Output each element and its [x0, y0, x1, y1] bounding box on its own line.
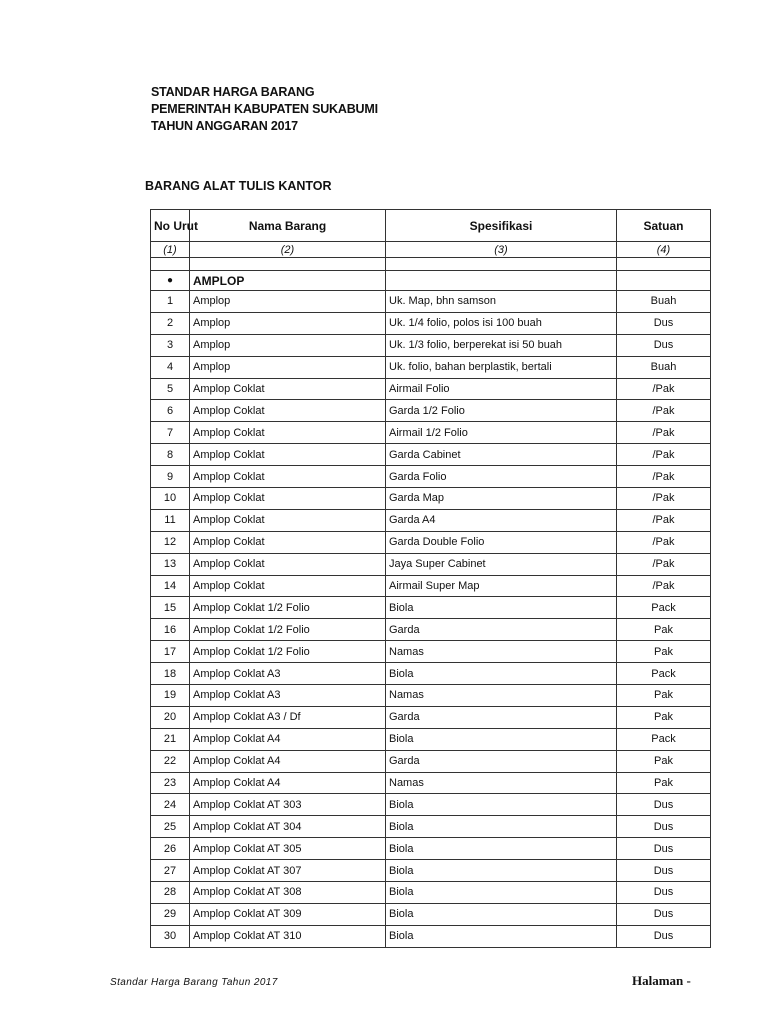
cell-spesifikasi: Biola	[386, 728, 617, 750]
cell-no: 27	[151, 860, 190, 882]
table-row	[151, 728, 711, 750]
cell-nama: Amplop Coklat A3	[190, 685, 386, 707]
cell-no: 29	[151, 903, 190, 925]
cell-satuan: Buah	[617, 291, 711, 313]
cell-spesifikasi: Jaya Super Cabinet	[386, 553, 617, 575]
cell-satuan: /Pak	[617, 444, 711, 466]
cell-no: 7	[151, 422, 190, 444]
header-fiscal-year: TAHUN ANGGARAN 2017	[151, 119, 298, 133]
cell-nama: Amplop	[190, 312, 386, 334]
cell-nama: Amplop	[190, 291, 386, 313]
cell-no: 2	[151, 312, 190, 334]
table-row	[151, 619, 711, 641]
cell-satuan: /Pak	[617, 509, 711, 531]
cell-spesifikasi: Biola	[386, 903, 617, 925]
cell-satuan: Pak	[617, 750, 711, 772]
cell-nama: Amplop Coklat AT 307	[190, 860, 386, 882]
cell-satuan: Pack	[617, 597, 711, 619]
footer-page-label: Halaman -	[632, 973, 691, 988]
cell-satuan: /Pak	[617, 466, 711, 488]
cell-no: 5	[151, 378, 190, 400]
cell-no: 20	[151, 706, 190, 728]
cell-satuan: Dus	[617, 882, 711, 904]
table-body	[151, 258, 711, 948]
cell-spesifikasi: Biola	[386, 925, 617, 947]
cell-spesifikasi: Garda Map	[386, 488, 617, 510]
cell-spesifikasi: Biola	[386, 838, 617, 860]
cell-nama: Amplop Coklat AT 305	[190, 838, 386, 860]
cell-nama: Amplop Coklat AT 308	[190, 882, 386, 904]
column-number: (1)	[151, 242, 190, 258]
cell-satuan: /Pak	[617, 378, 711, 400]
cell-no: 6	[151, 400, 190, 422]
table-row	[151, 925, 711, 947]
column-number-row	[151, 242, 711, 258]
cell-spesifikasi: Garda	[386, 706, 617, 728]
cell-nama: Amplop Coklat A4	[190, 772, 386, 794]
cell-no: 13	[151, 553, 190, 575]
header-government: PEMERINTAH KABUPATEN SUKABUMI	[151, 102, 378, 116]
cell-nama: Amplop Coklat	[190, 422, 386, 444]
cell-satuan: Pack	[617, 728, 711, 750]
cell-spesifikasi: Airmail 1/2 Folio	[386, 422, 617, 444]
table-row	[151, 575, 711, 597]
table-row	[151, 291, 711, 313]
cell-nama: Amplop Coklat 1/2 Folio	[190, 619, 386, 641]
cell-no: 1	[151, 291, 190, 313]
cell-no: 14	[151, 575, 190, 597]
cell-spesifikasi: Biola	[386, 794, 617, 816]
cell-satuan: /Pak	[617, 531, 711, 553]
cell-spesifikasi: Uk. Map, bhn samson	[386, 291, 617, 313]
cell-nama: Amplop Coklat 1/2 Folio	[190, 641, 386, 663]
cell-nama: Amplop Coklat	[190, 575, 386, 597]
table-row	[151, 422, 711, 444]
table-row	[151, 641, 711, 663]
cell-no: 9	[151, 466, 190, 488]
column-header-nama: Nama Barang	[190, 210, 386, 242]
cell-satuan: Buah	[617, 356, 711, 378]
cell-spesifikasi: Biola	[386, 597, 617, 619]
cell-satuan: Dus	[617, 816, 711, 838]
cell-no: 24	[151, 794, 190, 816]
group-bullet-icon: ●	[151, 271, 190, 291]
header-title: STANDAR HARGA BARANG	[151, 85, 315, 99]
spacer-row	[151, 258, 711, 271]
table-row	[151, 903, 711, 925]
cell-nama: Amplop Coklat	[190, 509, 386, 531]
cell-spesifikasi: Namas	[386, 641, 617, 663]
table-row	[151, 663, 711, 685]
column-header-spesifikasi: Spesifikasi	[386, 210, 617, 242]
table-row	[151, 816, 711, 838]
table-row	[151, 553, 711, 575]
cell-satuan: /Pak	[617, 422, 711, 444]
table-row	[151, 706, 711, 728]
column-number: (4)	[617, 242, 711, 258]
cell-nama: Amplop Coklat	[190, 531, 386, 553]
cell-nama: Amplop	[190, 356, 386, 378]
cell-spesifikasi: Garda Folio	[386, 466, 617, 488]
cell-spesifikasi: Garda A4	[386, 509, 617, 531]
cell-no: 16	[151, 619, 190, 641]
cell-nama: Amplop Coklat	[190, 444, 386, 466]
cell-no: 26	[151, 838, 190, 860]
cell-nama: Amplop Coklat A3 / Df	[190, 706, 386, 728]
cell-no: 12	[151, 531, 190, 553]
document-header	[151, 84, 378, 135]
cell-spesifikasi: Uk. folio, bahan berplastik, bertali	[386, 356, 617, 378]
cell-no: 21	[151, 728, 190, 750]
cell-satuan: Dus	[617, 925, 711, 947]
cell-nama: Amplop Coklat	[190, 488, 386, 510]
cell-spesifikasi: Uk. 1/3 folio, berperekat isi 50 buah	[386, 334, 617, 356]
cell-satuan: Dus	[617, 838, 711, 860]
cell-nama: Amplop Coklat A4	[190, 728, 386, 750]
cell-no: 23	[151, 772, 190, 794]
cell-satuan: Dus	[617, 903, 711, 925]
cell-spesifikasi: Garda	[386, 619, 617, 641]
cell-satuan: Pack	[617, 663, 711, 685]
cell-no: 17	[151, 641, 190, 663]
cell-nama: Amplop	[190, 334, 386, 356]
cell-satuan: Pak	[617, 706, 711, 728]
table-row	[151, 400, 711, 422]
cell-nama: Amplop Coklat AT 310	[190, 925, 386, 947]
price-table	[150, 209, 711, 948]
cell-satuan: /Pak	[617, 575, 711, 597]
cell-no: 28	[151, 882, 190, 904]
cell-no: 11	[151, 509, 190, 531]
cell-satuan: Pak	[617, 772, 711, 794]
cell-no: 25	[151, 816, 190, 838]
cell-no: 19	[151, 685, 190, 707]
cell-nama: Amplop Coklat AT 303	[190, 794, 386, 816]
cell-nama: Amplop Coklat AT 309	[190, 903, 386, 925]
table-row	[151, 685, 711, 707]
cell-satuan: Pak	[617, 685, 711, 707]
cell-nama: Amplop Coklat	[190, 466, 386, 488]
table-row	[151, 378, 711, 400]
cell-spesifikasi: Biola	[386, 882, 617, 904]
table-header-row	[151, 210, 711, 242]
cell-nama: Amplop Coklat AT 304	[190, 816, 386, 838]
table-row	[151, 838, 711, 860]
table-row	[151, 509, 711, 531]
cell-nama: Amplop Coklat	[190, 378, 386, 400]
cell-nama: Amplop Coklat A3	[190, 663, 386, 685]
cell-satuan: /Pak	[617, 400, 711, 422]
column-header-no: No Urut	[151, 210, 190, 242]
table-row	[151, 597, 711, 619]
cell-spesifikasi: Garda Cabinet	[386, 444, 617, 466]
table-row	[151, 531, 711, 553]
table-row	[151, 356, 711, 378]
cell-spesifikasi: Airmail Folio	[386, 378, 617, 400]
table-row	[151, 488, 711, 510]
cell-no: 3	[151, 334, 190, 356]
cell-satuan: Pak	[617, 619, 711, 641]
cell-no: 30	[151, 925, 190, 947]
cell-nama: Amplop Coklat	[190, 553, 386, 575]
cell-nama: Amplop Coklat 1/2 Folio	[190, 597, 386, 619]
column-number: (2)	[190, 242, 386, 258]
cell-satuan: Dus	[617, 860, 711, 882]
cell-no: 10	[151, 488, 190, 510]
cell-spesifikasi: Airmail Super Map	[386, 575, 617, 597]
cell-spesifikasi: Namas	[386, 685, 617, 707]
cell-no: 15	[151, 597, 190, 619]
cell-nama: Amplop Coklat	[190, 400, 386, 422]
cell-satuan: Dus	[617, 334, 711, 356]
section-title	[145, 179, 332, 193]
table-row	[151, 750, 711, 772]
cell-no: 4	[151, 356, 190, 378]
table-row	[151, 444, 711, 466]
column-header-satuan: Satuan	[617, 210, 711, 242]
group-name: AMPLOP	[190, 271, 386, 291]
cell-spesifikasi: Namas	[386, 772, 617, 794]
cell-satuan: /Pak	[617, 553, 711, 575]
cell-spesifikasi: Garda Double Folio	[386, 531, 617, 553]
section-title-text: BARANG ALAT TULIS KANTOR	[145, 179, 332, 193]
table-row	[151, 882, 711, 904]
cell-nama: Amplop Coklat A4	[190, 750, 386, 772]
column-number: (3)	[386, 242, 617, 258]
cell-satuan: /Pak	[617, 488, 711, 510]
cell-satuan: Dus	[617, 312, 711, 334]
footer-document-title: Standar Harga Barang Tahun 2017	[110, 977, 278, 988]
cell-no: 22	[151, 750, 190, 772]
cell-no: 18	[151, 663, 190, 685]
table-row	[151, 772, 711, 794]
cell-spesifikasi: Biola	[386, 860, 617, 882]
table-row	[151, 794, 711, 816]
table-row	[151, 312, 711, 334]
cell-satuan: Dus	[617, 794, 711, 816]
table-row	[151, 466, 711, 488]
group-row	[151, 271, 711, 291]
cell-spesifikasi: Uk. 1/4 folio, polos isi 100 buah	[386, 312, 617, 334]
cell-spesifikasi: Biola	[386, 663, 617, 685]
table-row	[151, 334, 711, 356]
cell-spesifikasi: Biola	[386, 816, 617, 838]
cell-no: 8	[151, 444, 190, 466]
cell-satuan: Pak	[617, 641, 711, 663]
cell-spesifikasi: Garda 1/2 Folio	[386, 400, 617, 422]
table-row	[151, 860, 711, 882]
cell-spesifikasi: Garda	[386, 750, 617, 772]
